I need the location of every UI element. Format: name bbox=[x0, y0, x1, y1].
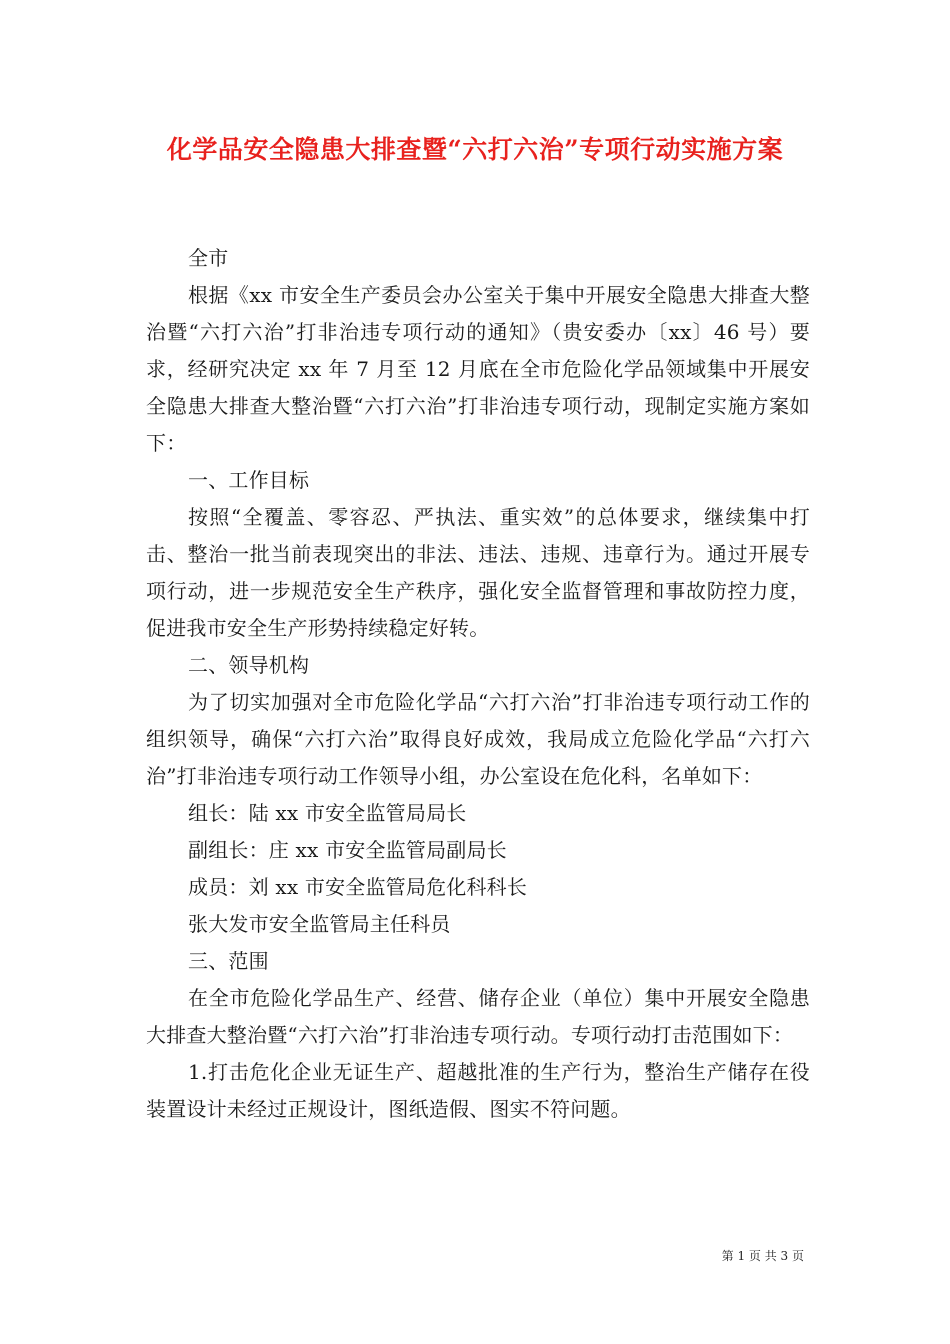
list-item: 张大发市安全监管局主任科员 bbox=[188, 912, 451, 936]
document-body bbox=[146, 240, 810, 1128]
section-heading: 三、范围 bbox=[188, 949, 269, 973]
paragraph: 全市 bbox=[188, 246, 229, 270]
paragraph: 根据《xx 市安全生产委员会办公室关于集中开展安全隐患大排查大整治暨“六打六治”打非治违专项行动的通知》（贵安委办〔xx〕46 号）要求，经研究决定 xx 年 7 月至 12 月底在全市危险化学品领域集中开展安全隐患大排查大整治暨“六打六治”打非治违专项行动，现制定实施方案如下： bbox=[146, 283, 810, 455]
list-item: 副组长：庄 xx 市安全监管局副局长 bbox=[188, 838, 507, 862]
paragraph: 在全市危险化学品生产、经营、储存企业（单位）集中开展安全隐患大排查大整治暨“六打六治”打非治违专项行动。专项行动打击范围如下： bbox=[146, 986, 810, 1047]
paragraph: 1.打击危化企业无证生产、超越批准的生产行为，整治生产储存在役装置设计未经过正规设计，图纸造假、图实不符问题。 bbox=[146, 1060, 810, 1121]
document-title: 化学品安全隐患大排查暨“六打六治”专项行动实施方案 bbox=[166, 135, 784, 164]
list-item: 成员：刘 xx 市安全监管局危化科科长 bbox=[188, 875, 528, 899]
section-heading: 一、工作目标 bbox=[188, 468, 310, 492]
list-item: 组长：陆 xx 市安全监管局局长 bbox=[188, 801, 467, 825]
page-number-footer: 第 1 页 共 3 页 bbox=[721, 1249, 804, 1263]
paragraph: 为了切实加强对全市危险化学品“六打六治”打非治违专项行动工作的组织领导，确保“六打六治”取得良好成效，我局成立危险化学品“六打六治”打非治违专项行动工作领导小组，办公室设在危化科，名单如下： bbox=[146, 690, 810, 788]
paragraph: 按照“全覆盖、零容忍、严执法、重实效”的总体要求，继续集中打击、整治一批当前表现突出的非法、违法、违规、违章行为。通过开展专项行动，进一步规范安全生产秩序，强化安全监督管理和事故防控力度，促进我市安全生产形势持续稳定好转。 bbox=[146, 505, 810, 640]
section-heading: 二、领导机构 bbox=[188, 653, 310, 677]
